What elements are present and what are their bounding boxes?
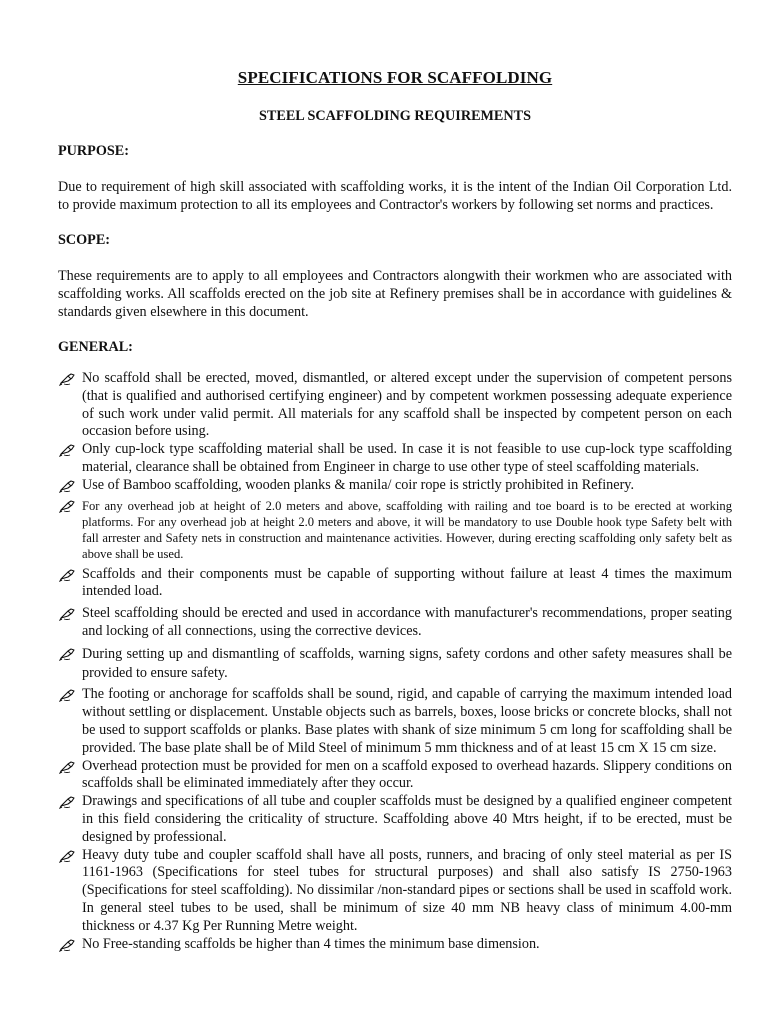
list-item	[58, 605, 732, 641]
general-heading: GENERAL:	[58, 339, 133, 355]
writing-hand-icon	[59, 568, 77, 582]
list-item-text: No scaffold shall be erected, moved, dismantled, or altered except under the supervision of competent persons (that is qualified and authorised certifying engineer) and by competent workmen possessing adequate experience of such work under valid permit. All materials for any scaffold shall be inspected by competent person on each occasion before using.	[82, 370, 732, 440]
list-item-text: For any overhead job at height of 2.0 meters and above, scaffolding with railing and toe board is to be erected at working platforms. For any overhead job at height 2.0 meters and above, it will be mandatory to use Double hook type Safety belt with fall arrester and Safety nets in construction and maintenance activities. However, during erecting scaffolding only safety belt as above shall be used.	[82, 498, 732, 561]
list-item	[58, 477, 732, 495]
list-item	[58, 936, 732, 954]
writing-hand-icon	[59, 372, 77, 386]
list-item-text: The footing or anchorage for scaffolds shall be sound, rigid, and capable of carrying the maximum intended load without settling or displacement. Unstable objects such as barrels, boxes, loose bricks or concrete blocks, shall not be used to support scaffolds or planks. Base plates with shank of size minimum 5 cm long for scaffolding shall be provided. The base plate shall be of Mild Steel of minimum 5 mm thickness and of at least 15 cm X 15 cm size.	[82, 686, 732, 756]
list-item	[58, 566, 732, 602]
writing-hand-icon	[59, 938, 77, 952]
list-item	[58, 441, 732, 477]
list-item	[58, 645, 732, 683]
list-item	[58, 370, 732, 441]
list-item-text: Steel scaffolding should be erected and used in accordance with manufacturer's recommendations, proper seating and locking of all connections, using the corrective devices.	[82, 605, 732, 639]
writing-hand-icon	[59, 795, 77, 809]
list-item	[58, 686, 732, 757]
writing-hand-icon	[59, 688, 77, 702]
list-item	[58, 847, 732, 936]
list-item	[58, 793, 732, 846]
writing-hand-icon	[59, 607, 77, 621]
list-item-text: Overhead protection must be provided for men on a scaffold exposed to overhead hazards. Slippery conditions on scaffolds shall be eliminated immediately after they occur.	[82, 757, 732, 792]
scope-heading: SCOPE:	[58, 232, 111, 248]
scope-text: These requirements are to apply to all employees and Contractors alongwith their workmen who are associated with scaffolding works. All scaffolds erected on the job site at Refinery premises shall be in accordance with guidelines & standards given elsewhere in this document.	[58, 268, 732, 320]
general-list	[58, 370, 732, 953]
list-item	[58, 495, 732, 562]
document-title: SPECIFICATIONS FOR SCAFFOLDING	[237, 68, 553, 87]
list-item-text: Use of Bamboo scaffolding, wooden planks & manila/ coir rope is strictly prohibited in Refinery.	[82, 476, 635, 493]
writing-hand-icon	[59, 479, 77, 493]
list-item-text: Scaffolds and their components must be capable of supporting without failure at least 4 times the maximum intended load.	[82, 565, 732, 600]
list-item	[58, 758, 732, 794]
document-subtitle: STEEL SCAFFOLDING REQUIREMENTS	[259, 108, 531, 124]
writing-hand-icon	[59, 760, 77, 774]
document-page	[58, 0, 732, 953]
list-item-text: Heavy duty tube and coupler scaffold shall have all posts, runners, and bracing of only steel material as per IS 1161-1963 (Specifications for steel tubes for structural purposes) and shall also satisfy IS 2750-1963 (Specifications for steel scaffolding). No dissimilar /non-standard pipes or sections shall be used in scaffold work. In general steel tubes to be used, shall be minimum of size 40 mm NB heavy class of minimum 4.00-mm thickness or 4.37 Kg Per Running Metre weight.	[82, 846, 732, 934]
list-item-text: No Free-standing scaffolds be higher than 4 times the minimum base dimension.	[82, 935, 540, 952]
purpose-text: Due to requirement of high skill associated with scaffolding works, it is the intent of the Indian Oil Corporation Ltd. to provide maximum protection to all its employees and Contractor's workers by following set norms and practices.	[58, 179, 732, 213]
purpose-heading: PURPOSE:	[58, 143, 129, 159]
writing-hand-icon	[59, 647, 77, 661]
list-item-text: During setting up and dismantling of scaffolds, warning signs, safety cordons and other safety measures shall be provided to ensure safety.	[82, 645, 732, 681]
writing-hand-icon	[59, 499, 77, 513]
list-item-text: Only cup-lock type scaffolding material shall be used. In case it is not feasible to use cup-lock type scaffolding material, clearance shall be obtained from Engineer in charge to use other type of steel scaffolding materials.	[82, 441, 732, 475]
writing-hand-icon	[59, 443, 77, 457]
writing-hand-icon	[59, 849, 77, 863]
list-item-text: Drawings and specifications of all tube and coupler scaffolds must be designed by a qualified engineer competent in this field considering the criticality of structure. Scaffolding above 40 Mtrs height, if to be erected, must be designed by professional.	[82, 793, 732, 845]
